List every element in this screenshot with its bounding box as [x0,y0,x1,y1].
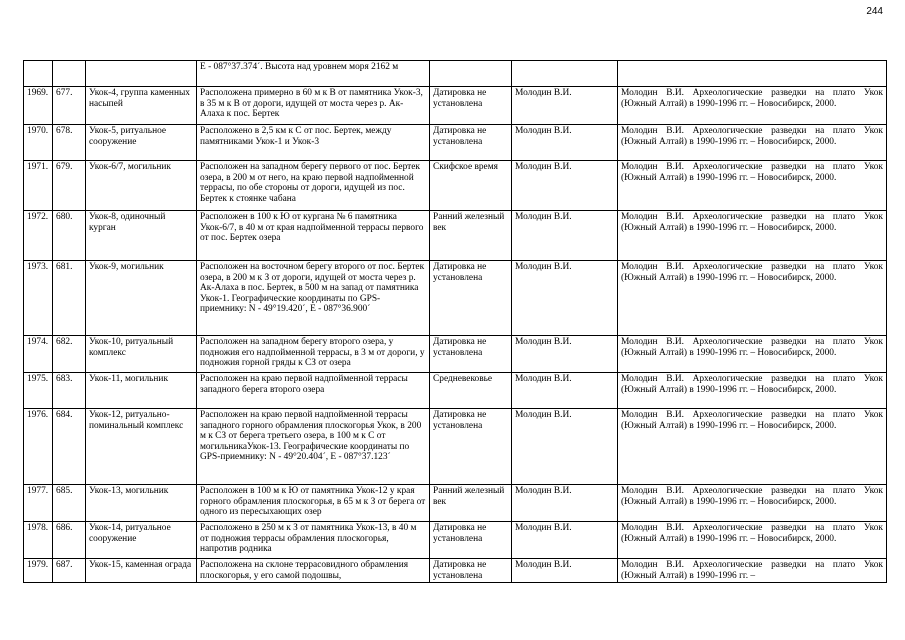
cell-subnumber: 684. [53,409,86,485]
cell-literature: Молодин В.И. Археологические разведки на плато Укок (Южный Алтай) в 1990-1996 гг. – Новосибирск, 2000. [618,261,887,336]
cell-description: Расположен в 100 м к Ю от памятника Укок-12 у края горного обрамления плоскогорья, в 65 м к З от берега от одного из пересыхающих озер [197,485,430,522]
cell-literature: Молодин В.И. Археологические разведки на плато Укок (Южный Алтай) в 1990-1996 гг. – Новосибирск, 2000. [618,161,887,211]
cell-subnumber: 681. [53,261,86,336]
cell-literature: Молодин В.И. Археологические разведки на плато Укок (Южный Алтай) в 1990-1996 гг. – Новосибирск, 2000. [618,87,887,125]
cell-description: Расположен на западном берегу первого от пос. Бертек озера, в 200 м от него, на краю первой надпойменной террасы, по обе стороны от дороги, идущей из пос. Бертек к стоянке чабана [197,161,430,211]
cell-number: 1974. [24,336,53,373]
cell-literature: Молодин В.И. Археологические разведки на плато Укок (Южный Алтай) в 1990-1996 гг. – Новосибирск, 2000. [618,485,887,522]
cell-description: Расположен в 100 к Ю от кургана № 6 памятника Укок-6/7, в 40 м от края надпойменной террасы первого от пос. Бертек озера [197,211,430,261]
cell-name: Укок-4, группа каменных насыпей [86,87,197,125]
page-number: 244 [866,6,883,17]
cell-dating: Скифское время [430,161,512,211]
cell-subnumber: 682. [53,336,86,373]
cell-subnumber: 686. [53,522,86,559]
cell-dating: Датировка не установлена [430,409,512,485]
cell-dating: Датировка не установлена [430,336,512,373]
cell-number: 1972. [24,211,53,261]
cell-description: Расположена примерно в 60 м к В от памятника Укок-3, в 35 м к В от дороги, идущей от моста через р. Ак-Алаха к пос. Бертек [197,87,430,125]
cell-author: Молодин В.И. [512,522,618,559]
cell-name: Укок-15, каменная ограда [86,559,197,583]
cell-description: Расположен на восточном берегу второго от пос. Бертек озера, в 200 м к З от дороги, идущей от моста через р. Ак-Алаха в пос. Бертек, в 500 м на запад от памятника Укок-1. Географические координаты по GPS-приемнику: N - 49°19.420´, Е - 087°36.900´ [197,261,430,336]
cell-subnumber: 685. [53,485,86,522]
cell-description: Расположен на западном берегу второго озера, у подножия его надпойменной террасы, в 3 м от дороги, у подножия горной гряды к СЗ от озера [197,336,430,373]
cell-dating: Датировка не установлена [430,522,512,559]
cell-name: Укок-13, могильник [86,485,197,522]
cell-name: Укок-10, ритуальный комплекс [86,336,197,373]
cell-literature: Молодин В.И. Археологические разведки на плато Укок (Южный Алтай) в 1990-1996 гг. – Новосибирск, 2000. [618,211,887,261]
cell-subnumber: 678. [53,125,86,161]
cell-author: Молодин В.И. [512,559,618,583]
cell-description: Расположен на краю первой надпойменной террасы западного горного обрамления плоскогорья Укок, в 200 м к СЗ от берега третьего озера, в 100 м к С от могильникаУкок-13. Географические координаты по GPS-приемнику: N - 49°20.404´, Е - 087°37.123´ [197,409,430,485]
cell-number: 1978. [24,522,53,559]
cell-literature: Молодин В.И. Археологические разведки на плато Укок (Южный Алтай) в 1990-1996 гг. – Новосибирск, 2000. [618,522,887,559]
cell-name: Укок-5, ритуальное сооружение [86,125,197,161]
table-row-continuation [24,61,887,87]
cell-name: Укок-9, могильник [86,261,197,336]
cell-dating: Ранний железный век [430,211,512,261]
table-row [24,125,887,161]
cell-number: 1975. [24,373,53,409]
table-row [24,211,887,261]
cell-number: 1977. [24,485,53,522]
table-row [24,522,887,559]
cell-author: Молодин В.И. [512,211,618,261]
cell-description: Расположен на краю первой надпойменной террасы западного берега второго озера [197,373,430,409]
table-row [24,87,887,125]
cell-name: Укок-8, одиночный курган [86,211,197,261]
cell-author: Молодин В.И. [512,373,618,409]
cell-number: 1979. [24,559,53,583]
cell-name: Укок-6/7, могильник [86,161,197,211]
cell-number: 1969. [24,87,53,125]
cell-description: Е - 087°37.374´. Высота над уровнем моря 2162 м [197,61,430,87]
cell-author: Молодин В.И. [512,261,618,336]
cell-number: 1970. [24,125,53,161]
cell-subnumber: 687. [53,559,86,583]
table-row [24,485,887,522]
cell-author: Молодин В.И. [512,409,618,485]
table-row [24,409,887,485]
cell-dating: Датировка не установлена [430,125,512,161]
cell-name: Укок-14, ритуальное сооружение [86,522,197,559]
cell-description: Расположена на склоне террасовидного обрамления плоскогорья, у его самой подошвы, [197,559,430,583]
cell-subnumber: 680. [53,211,86,261]
cell-author: Молодин В.И. [512,161,618,211]
table-row [24,261,887,336]
cell-name: Укок-12, ритуально-поминальный комплекс [86,409,197,485]
cell-description: Расположено в 250 м к З от памятника Укок-13, в 40 м от подножия террасы обрамления плоскогорья, напротив родника [197,522,430,559]
cell-subnumber: 683. [53,373,86,409]
cell-number: 1973. [24,261,53,336]
cell-dating: Датировка не установлена [430,559,512,583]
cell-subnumber: 677. [53,87,86,125]
cell-literature: Молодин В.И. Археологические разведки на плато Укок (Южный Алтай) в 1990-1996 гг. – Новосибирск, 2000. [618,409,887,485]
cell-subnumber: 679. [53,161,86,211]
cell-author: Молодин В.И. [512,125,618,161]
cell-number: 1976. [24,409,53,485]
cell-dating: Ранний железный век [430,485,512,522]
cell-dating: Средневековье [430,373,512,409]
monuments-table [23,60,887,583]
cell-number: 1971. [24,161,53,211]
table-row [24,161,887,211]
cell-dating: Датировка не установлена [430,261,512,336]
table-row [24,373,887,409]
cell-literature: Молодин В.И. Археологические разведки на плато Укок (Южный Алтай) в 1990-1996 гг. – Новосибирск, 2000. [618,125,887,161]
table-row [24,336,887,373]
cell-author: Молодин В.И. [512,485,618,522]
cell-dating: Датировка не установлена [430,87,512,125]
cell-author: Молодин В.И. [512,336,618,373]
cell-literature: Молодин В.И. Археологические разведки на плато Укок (Южный Алтай) в 1990-1996 гг. – Новосибирск, 2000. [618,336,887,373]
table-row [24,559,887,583]
cell-description: Расположено в 2,5 км к С от пос. Бертек, между памятниками Укок-1 и Укок-3 [197,125,430,161]
cell-literature: Молодин В.И. Археологические разведки на плато Укок (Южный Алтай) в 1990-1996 гг. – Новосибирск, 2000. [618,373,887,409]
cell-author: Молодин В.И. [512,87,618,125]
cell-name: Укок-11, могильник [86,373,197,409]
cell-literature: Молодин В.И. Археологические разведки на плато Укок (Южный Алтай) в 1990-1996 гг. – [618,559,887,583]
